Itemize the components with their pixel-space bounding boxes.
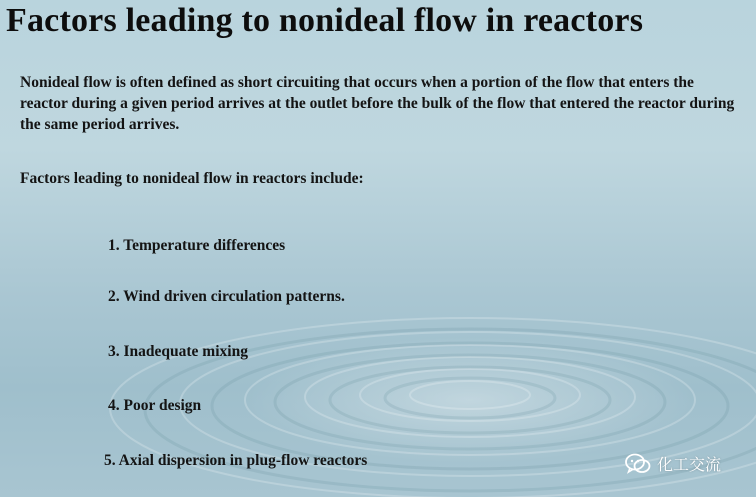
factor-item: 2. Wind driven circulation patterns.: [108, 288, 345, 305]
slide-title: Factors leading to nonideal flow in reactors: [6, 2, 644, 39]
factors-lead-text: Factors leading to nonideal flow in reactors include:: [20, 170, 364, 187]
intro-paragraph: Nonideal flow is often defined as short circuiting that occurs when a portion of the flow that enters the reactor during a given period arrives at the outlet before the bulk of the flow that entered the reactor during the same period arrives.: [20, 74, 735, 133]
watermark-text: 化工交流: [657, 455, 722, 474]
factor-item: 1. Temperature differences: [108, 237, 286, 254]
factor-item: 5. Axial dispersion in plug-flow reactors: [104, 452, 368, 469]
factor-item: 4. Poor design: [108, 397, 202, 414]
factor-item: 3. Inadequate mixing: [108, 343, 248, 360]
watermark: [625, 452, 721, 475]
wechat-icon: [625, 453, 651, 475]
